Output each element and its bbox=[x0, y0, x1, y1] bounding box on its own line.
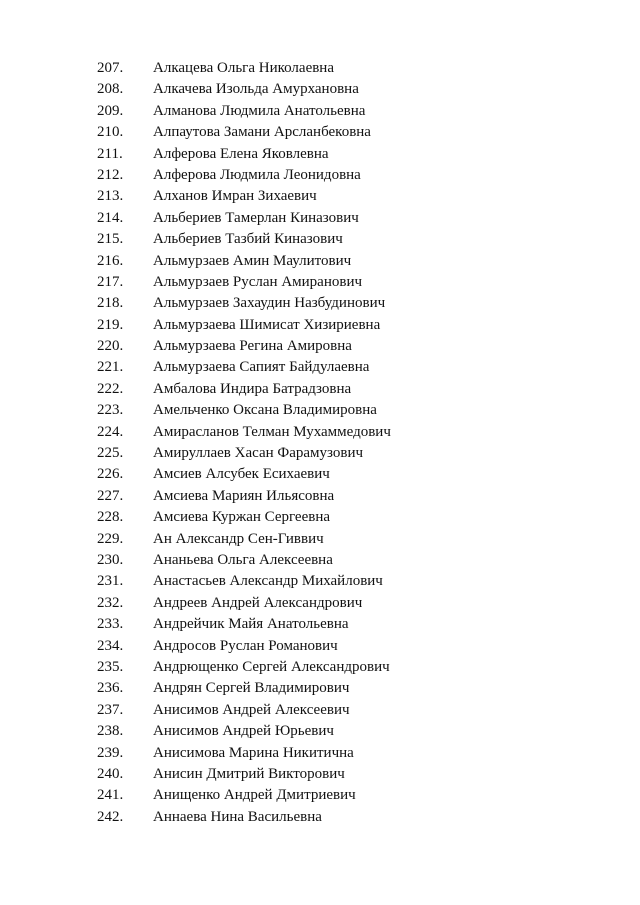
list-item bbox=[0, 186, 640, 207]
list-item bbox=[0, 636, 640, 657]
list-item bbox=[0, 272, 640, 293]
item-name: Алкачева Изольда Амурхановна bbox=[153, 81, 359, 98]
item-number: 209. bbox=[97, 102, 124, 119]
item-number: 229. bbox=[97, 530, 124, 547]
item-name: Альмурзаева Сапият Байдулаевна bbox=[153, 359, 370, 376]
item-number: 230. bbox=[97, 551, 124, 568]
list-item bbox=[0, 443, 640, 464]
item-name: Альбериев Тамерлан Киназович bbox=[153, 209, 359, 226]
item-name: Анастасьев Александр Михайлович bbox=[153, 573, 383, 590]
list-item bbox=[0, 144, 640, 165]
item-name: Алферова Елена Яковлевна bbox=[153, 145, 329, 162]
item-name: Амельченко Оксана Владимировна bbox=[153, 402, 377, 419]
list-item bbox=[0, 165, 640, 186]
item-number: 235. bbox=[97, 658, 124, 675]
list-item bbox=[0, 101, 640, 122]
item-number: 224. bbox=[97, 423, 124, 440]
item-number: 225. bbox=[97, 445, 124, 462]
item-number: 234. bbox=[97, 637, 124, 654]
list-item bbox=[0, 807, 640, 828]
list-item bbox=[0, 507, 640, 528]
item-number: 214. bbox=[97, 209, 124, 226]
item-name: Андреев Андрей Александрович bbox=[153, 594, 363, 611]
list-item bbox=[0, 122, 640, 143]
item-number: 220. bbox=[97, 338, 124, 355]
item-number: 228. bbox=[97, 509, 124, 526]
item-name: Альбериев Тазбий Киназович bbox=[153, 231, 343, 248]
item-name: Анисин Дмитрий Викторович bbox=[153, 765, 345, 782]
item-name: Анисимов Андрей Алексеевич bbox=[153, 701, 350, 718]
item-number: 217. bbox=[97, 273, 124, 290]
item-name: Альмурзаев Захаудин Назбудинович bbox=[153, 295, 386, 312]
list-item bbox=[0, 58, 640, 79]
item-name: Аннаева Нина Васильевна bbox=[153, 808, 322, 825]
list-item bbox=[0, 315, 640, 336]
list-item bbox=[0, 208, 640, 229]
item-number: 239. bbox=[97, 744, 124, 761]
item-number: 231. bbox=[97, 573, 124, 590]
item-name: Андрейчик Майя Анатольевна bbox=[153, 616, 349, 633]
item-number: 221. bbox=[97, 359, 124, 376]
item-number: 218. bbox=[97, 295, 124, 312]
item-number: 208. bbox=[97, 81, 124, 98]
list-item bbox=[0, 550, 640, 571]
item-name: Алферова Людмила Леонидовна bbox=[153, 166, 361, 183]
list-item bbox=[0, 464, 640, 485]
item-name: Альмурзаева Шимисат Хизириевна bbox=[153, 316, 381, 333]
item-name: Альмурзаев Амин Маулитович bbox=[153, 252, 352, 269]
item-number: 207. bbox=[97, 60, 124, 76]
list-item bbox=[0, 678, 640, 699]
item-number: 226. bbox=[97, 466, 124, 483]
list-item bbox=[0, 357, 640, 378]
list-item bbox=[0, 79, 640, 100]
item-number: 216. bbox=[97, 252, 124, 269]
item-number: 219. bbox=[97, 316, 124, 333]
list-item bbox=[0, 379, 640, 400]
item-number: 241. bbox=[97, 787, 124, 804]
name-list bbox=[0, 58, 640, 828]
list-item bbox=[0, 785, 640, 806]
list-item bbox=[0, 743, 640, 764]
item-number: 223. bbox=[97, 402, 124, 419]
item-name: Ананьева Ольга Алексеевна bbox=[153, 551, 333, 568]
item-name: Амируллаев Хасан Фарамузович bbox=[153, 445, 364, 462]
item-name: Андрющенко Сергей Александрович bbox=[153, 658, 390, 675]
item-number: 233. bbox=[97, 616, 124, 633]
item-number: 211. bbox=[97, 145, 123, 162]
item-name: Анисимов Андрей Юрьевич bbox=[153, 723, 334, 740]
item-number: 240. bbox=[97, 765, 124, 782]
list-item bbox=[0, 571, 640, 592]
item-name: Ан Александр Сен-Гиввич bbox=[153, 530, 324, 547]
list-item bbox=[0, 614, 640, 635]
list-item bbox=[0, 422, 640, 443]
item-name: Андросов Руслан Романович bbox=[153, 637, 338, 654]
item-name: Амсиева Куржан Сергеевна bbox=[153, 509, 331, 526]
list-item bbox=[0, 293, 640, 314]
list-item bbox=[0, 400, 640, 421]
item-number: 215. bbox=[97, 231, 124, 248]
item-name: Андрян Сергей Владимирович bbox=[153, 680, 350, 697]
item-name: Амирасланов Телман Мухаммедович bbox=[153, 423, 391, 440]
list-item bbox=[0, 529, 640, 550]
item-number: 210. bbox=[97, 124, 124, 141]
item-number: 222. bbox=[97, 380, 124, 397]
item-name: Алпаутова Замани Арсланбековна bbox=[153, 124, 371, 141]
list-item bbox=[0, 486, 640, 507]
item-number: 238. bbox=[97, 723, 124, 740]
list-item bbox=[0, 764, 640, 785]
item-number: 237. bbox=[97, 701, 124, 718]
list-item bbox=[0, 593, 640, 614]
list-item bbox=[0, 336, 640, 357]
item-name: Алханов Имран Зихаевич bbox=[153, 188, 317, 205]
item-name: Анисимова Марина Никитична bbox=[153, 744, 354, 761]
item-name: Альмурзаев Руслан Амиранович bbox=[153, 273, 363, 290]
item-name: Алманова Людмила Анатольевна bbox=[153, 102, 366, 119]
list-item bbox=[0, 721, 640, 742]
item-number: 232. bbox=[97, 594, 124, 611]
list-item bbox=[0, 251, 640, 272]
item-number: 213. bbox=[97, 188, 124, 205]
item-name: Амсиев Алсубек Есихаевич bbox=[153, 466, 330, 483]
item-name: Анищенко Андрей Дмитриевич bbox=[153, 787, 356, 804]
list-item bbox=[0, 657, 640, 678]
list-item bbox=[0, 229, 640, 250]
item-name: Алкацева Ольга Николаевна bbox=[153, 60, 334, 76]
item-number: 242. bbox=[97, 808, 124, 825]
item-name: Альмурзаева Регина Амировна bbox=[153, 338, 352, 355]
item-name: Амсиева Мариян Ильясовна bbox=[153, 487, 335, 504]
item-number: 236. bbox=[97, 680, 124, 697]
item-number: 212. bbox=[97, 166, 124, 183]
item-name: Амбалова Индира Батрадзовна bbox=[153, 380, 352, 397]
list-item bbox=[0, 700, 640, 721]
item-number: 227. bbox=[97, 487, 124, 504]
